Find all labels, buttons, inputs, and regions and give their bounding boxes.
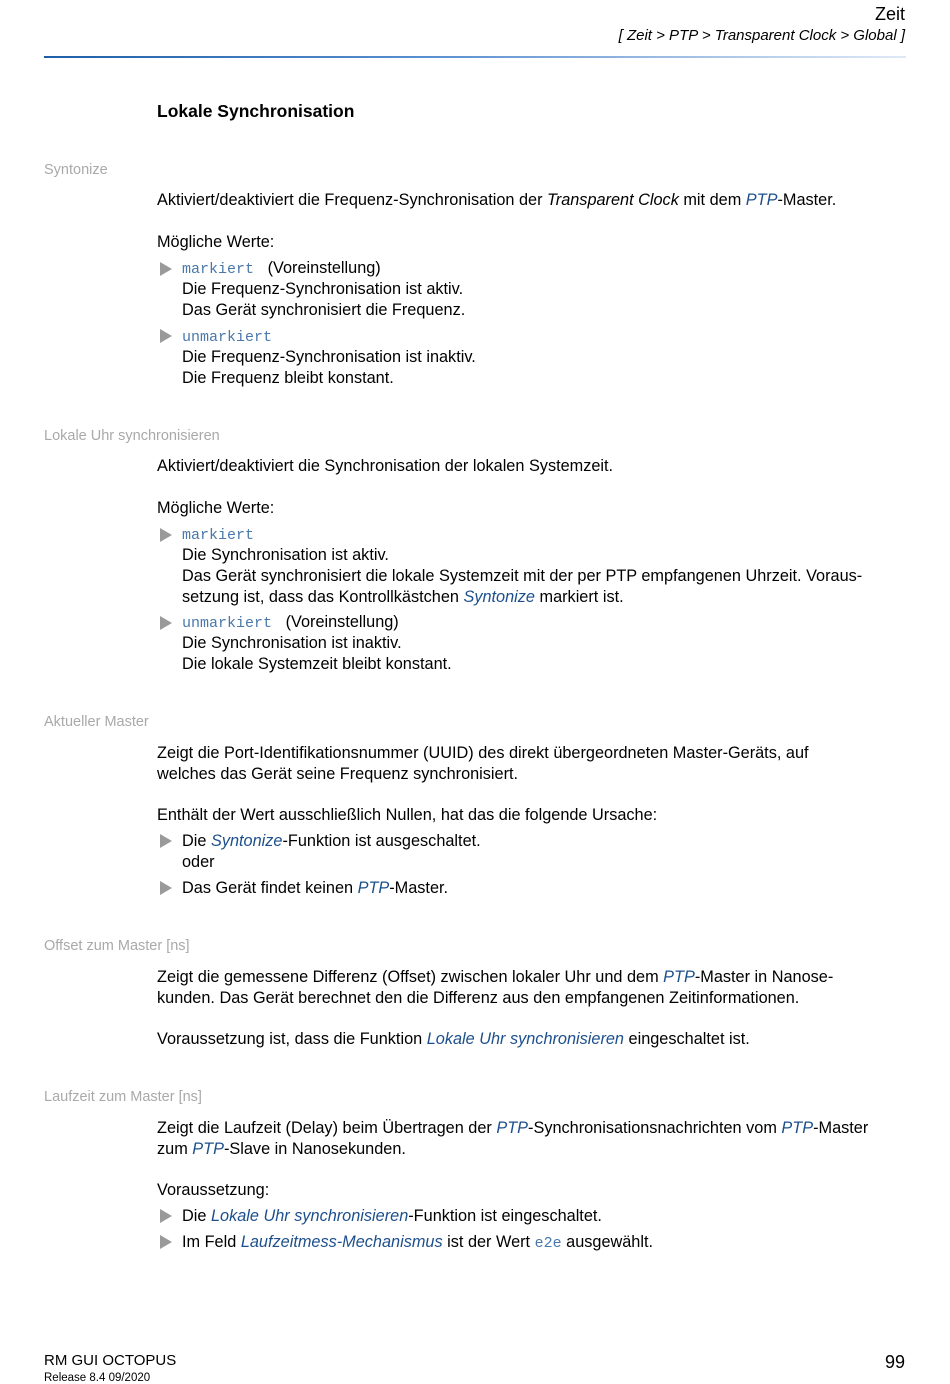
cause-intro: Enthält der Wert ausschließlich Nullen, hat das die folgende Ursache: <box>157 806 658 824</box>
header-divider <box>44 56 906 58</box>
bullet-arrow-icon <box>160 528 172 542</box>
laufzeit-description: Zeigt die Laufzeit (Delay) beim Übertragen der PTP-Synchronisationsnachrichten vom PTP-Master <box>157 1119 869 1137</box>
requirement-item: Im Feld Laufzeitmess-Mechanismus ist der Wert e2e ausgewählt. <box>182 1233 654 1252</box>
section-heading: Lokale Synchronisation <box>157 101 355 121</box>
value-description: Die Frequenz-Synchronisation ist inaktiv. <box>182 348 476 366</box>
laufzeit-requirement-label: Voraussetzung: <box>157 1181 270 1199</box>
syntonize-link[interactable]: Syntonize <box>463 588 535 606</box>
bullet-arrow-icon <box>160 881 172 895</box>
value-option: unmarkiert (Voreinstellung) <box>182 613 399 632</box>
ptp-link[interactable]: PTP <box>192 1140 224 1158</box>
laufzeit-label: Laufzeit zum Master [ns] <box>44 1089 202 1105</box>
aktueller-master-description: Zeigt die Port-Identifikationsnummer (UUID) des direkt übergeordneten Master-Geräts, auf <box>157 744 809 762</box>
or-text: oder <box>182 853 215 871</box>
bullet-arrow-icon <box>160 1235 172 1249</box>
value-description: Die Frequenz-Synchronisation ist aktiv. <box>182 280 464 298</box>
lokale-uhr-description: Aktiviert/deaktiviert die Synchronisation der lokalen Systemzeit. <box>157 457 614 475</box>
page-number: 99 <box>884 1352 905 1372</box>
cause-item: Die Syntonize-Funktion ist ausgeschaltet. <box>182 832 481 850</box>
value-option: unmarkiert <box>182 329 273 346</box>
bullet-arrow-icon <box>160 262 172 276</box>
footer-release: Release 8.4 09/2020 <box>44 1372 151 1384</box>
value-description: Die Frequenz bleibt konstant. <box>182 369 394 387</box>
aktueller-master-label: Aktueller Master <box>44 714 149 730</box>
offset-label: Offset zum Master [ns] <box>44 938 190 954</box>
value-description: Die Synchronisation ist aktiv. <box>182 546 389 564</box>
bullet-arrow-icon <box>160 329 172 343</box>
syntonize-label: Syntonize <box>44 162 108 178</box>
ptp-link[interactable]: PTP <box>663 968 695 986</box>
laufzeitmess-link[interactable]: Laufzeitmess-Mechanismus <box>240 1233 443 1251</box>
aktueller-master-description: welches das Gerät seine Frequenz synchronisiert. <box>157 765 519 783</box>
bullet-arrow-icon <box>160 1209 172 1223</box>
bullet-arrow-icon <box>160 616 172 630</box>
value-option: markiert (Voreinstellung) <box>182 259 381 278</box>
cause-item: Das Gerät findet keinen PTP-Master. <box>182 879 449 897</box>
value-description: Das Gerät synchronisiert die Frequenz. <box>182 301 466 319</box>
value-description: Die Synchronisation ist inaktiv. <box>182 634 402 652</box>
offset-description: Zeigt die gemessene Differenz (Offset) zwischen lokaler Uhr und dem PTP-Master in Nanose- <box>157 968 834 986</box>
ptp-link[interactable]: PTP <box>745 191 778 209</box>
value-description: setzung ist, dass das Kontrollkästchen Syntonize markiert ist. <box>182 588 624 606</box>
requirement-item: Die Lokale Uhr synchronisieren-Funktion ist eingeschaltet. <box>182 1207 602 1225</box>
lokale-uhr-label: Lokale Uhr synchronisieren <box>44 428 220 444</box>
ptp-link[interactable]: PTP <box>496 1119 529 1137</box>
footer-document-title: RM GUI OCTOPUS <box>44 1352 177 1369</box>
syntonize-link[interactable]: Syntonize <box>210 832 283 850</box>
syntonize-description: Aktiviert/deaktiviert die Frequenz-Synchronisation der Transparent Clock mit dem PTP-Master. <box>157 191 837 209</box>
lokale-uhr-link[interactable]: Lokale Uhr synchronisieren <box>210 1207 409 1225</box>
bullet-arrow-icon <box>160 834 172 848</box>
offset-description: kunden. Das Gerät berechnet den die Differenz aus den empfangenen Zeitinformationen. <box>157 989 800 1007</box>
laufzeit-description: zum PTP-Slave in Nanosekunden. <box>157 1140 406 1158</box>
possible-values-label: Mögliche Werte: <box>157 499 275 517</box>
value-description: Die lokale Systemzeit bleibt konstant. <box>182 655 452 673</box>
header-title: Zeit <box>874 4 905 24</box>
lokale-uhr-link[interactable]: Lokale Uhr synchronisieren <box>426 1030 624 1048</box>
value-description: Das Gerät synchronisiert die lokale Systemzeit mit der per PTP empfangenen Uhrzeit. Voraus- <box>182 567 863 585</box>
breadcrumb: [ Zeit > PTP > Transparent Clock > Global ] <box>618 27 905 44</box>
possible-values-label: Mögliche Werte: <box>157 233 275 251</box>
ptp-link[interactable]: PTP <box>357 879 390 897</box>
value-option: markiert <box>182 527 255 544</box>
offset-requirement: Voraussetzung ist, dass die Funktion Lokale Uhr synchronisieren eingeschaltet ist. <box>157 1030 750 1048</box>
ptp-link[interactable]: PTP <box>781 1119 814 1137</box>
